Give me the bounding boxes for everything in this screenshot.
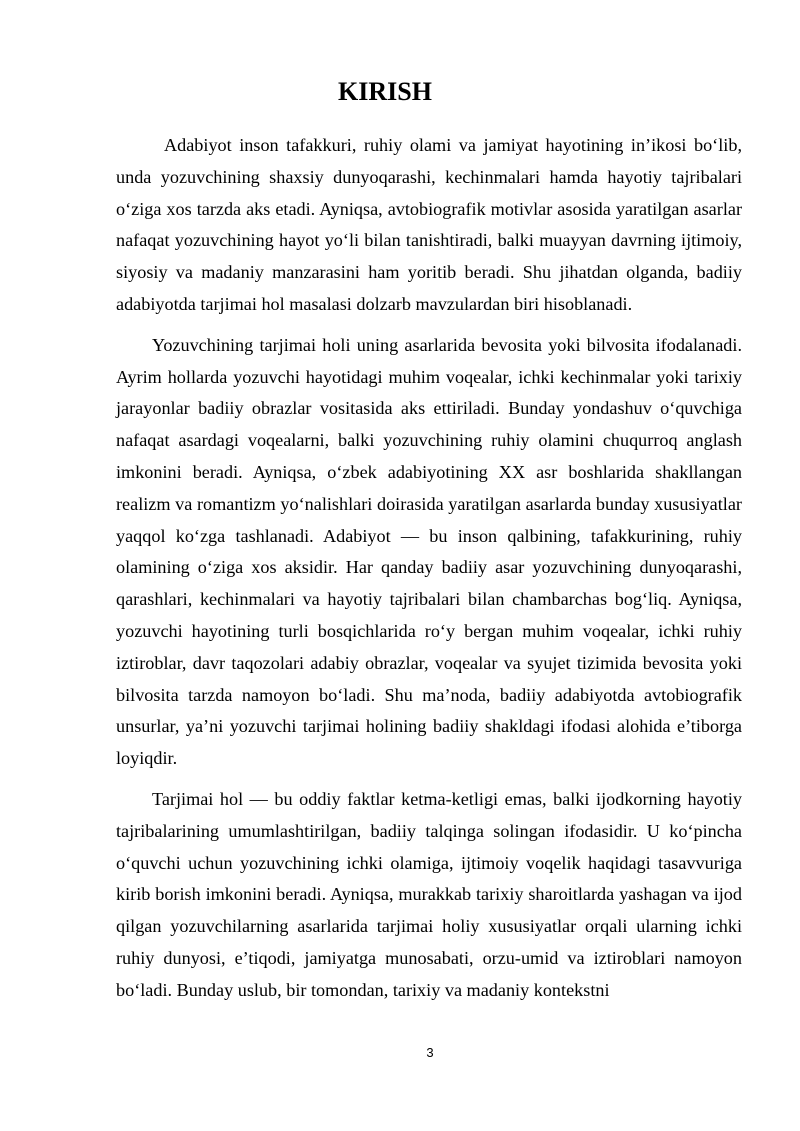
- paragraph-1: Adabiyot inson tafakkuri, ruhiy olami va jamiyat hayotining in’ikosi bo‘lib, unda yozuvchining shaxsiy dunyoqarashi, kechinmalari hamda hayotiy tajribalari o‘ziga xos tarzda aks etadi. Ayniqsa, avtobiografik motivlar asosida yaratilgan asarlar nafaqat yozuvchining hayot yo‘li bilan tanishtiradi, balki muayyan davrning ijtimoiy, siyosiy va madaniy manzarasini ham yoritib beradi. Shu jihatdan olganda, badiiy adabiyotda tarjimai hol masalasi dolzarb mavzulardan biri hisoblanadi.: [116, 135, 742, 314]
- paragraph-3: Tarjimai hol — bu oddiy faktlar ketma-ketligi emas, balki ijodkorning hayotiy tajribalarining umumlashtirilgan, badiiy talqinga solingan ifodasidir. U ko‘pincha o‘quvchi uchun yozuvchining ichki olamiga, ijtimoiy voqelik haqidagi tasavvuriga kirib borish imkonini beradi. Ayniqsa, murakkab tarixiy sharoitlarda yashagan va ijod qilgan yozuvchilarning asarlarida tarjimai holiy xususiyatlar orqali ularning ichki ruhiy dunyosi, e’tiqodi, jamiyatga munosabati, orzu-umid va iztiroblari namoyon bo‘ladi. Bunday uslub, bir tomondan, tarixiy va madaniy kontekstni: [116, 788, 742, 1000]
- document-body: [116, 130, 742, 1016]
- page-number: 3: [426, 1045, 434, 1060]
- page-title: KIRISH: [338, 77, 432, 106]
- paragraph-2: Yozuvchining tarjimai holi uning asarlarida bevosita yoki bilvosita ifodalanadi. Ayrim hollarda yozuvchi hayotidagi muhim voqealar, ichki kechinmalar yoki tarixiy jarayonlar badiiy obrazlar vositasida aks ettiriladi. Bunday yondashuv o‘quvchiga nafaqat asardagi voqealarni, balki yozuvchining ruhiy olamini chuqurroq anglash imkonini beradi. Ayniqsa, o‘zbek adabiyotining XX asr boshlarida shakllangan realizm va romantizm yo‘nalishlari doirasida yaratilgan asarlarda bunday xususiyatlar yaqqol ko‘zga tashlanadi. Adabiyot — bu inson qalbining, tafakkurining, ruhiy olamining o‘ziga xos aksidir. Har qanday badiiy asar yozuvchining dunyoqarashi, qarashlari, kechinmalari va hayotiy tajribalari bilan chambarchas bog‘liq. Ayniqsa, yozuvchi hayotining turli bosqichlarida ro‘y bergan muhim voqealar, ichki ruhiy iztiroblar, davr taqozolari adabiy obrazlar, voqealar va syujet tizimida bevosita yoki bilvosita tarzda namoyon bo‘ladi. Shu ma’noda, badiiy adabiyotda avtobiografik unsurlar, ya’ni yozuvchi tarjimai holining badiiy shakldagi ifodasi alohida e’tiborga loyiqdir.: [116, 334, 742, 769]
